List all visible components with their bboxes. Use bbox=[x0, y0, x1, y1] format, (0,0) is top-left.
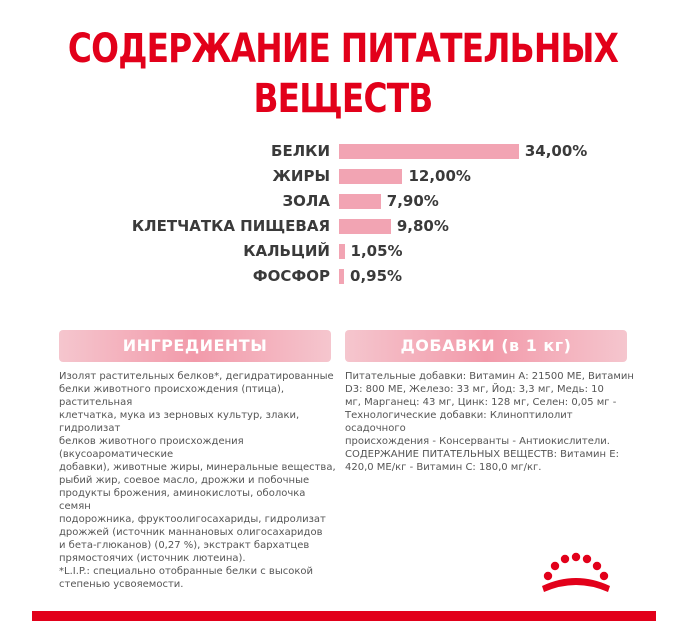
footer-divider bbox=[32, 611, 656, 621]
page-title bbox=[62, 24, 625, 124]
additives-line: мг, Марганец: 43 мг, Цинк: 128 мг, Селен: 0,05 мг - bbox=[345, 397, 617, 408]
additives-line: Питательные добавки: Витамин А: 21500 МЕ, Витамин bbox=[345, 371, 634, 382]
nutrient-row bbox=[0, 165, 686, 187]
nutrient-label: ФОСФОР bbox=[252, 267, 330, 285]
additives-line: 420,0 МЕ/кг - Витамин С: 180,0 мг/кг. bbox=[345, 462, 542, 473]
nutrient-value: 7,90% bbox=[386, 192, 439, 210]
additives-text bbox=[345, 370, 635, 474]
ingredients-line: дрожжей (источник маннановых олигосахаридов bbox=[59, 527, 323, 538]
additives-line: Технологические добавки: Клиноптилолит осадочного bbox=[345, 410, 573, 434]
nutrient-bar bbox=[339, 194, 381, 209]
title-line-2: ВЕЩЕСТВ bbox=[253, 76, 433, 122]
ingredients-line: прямостоячих (источник лютеина). bbox=[59, 553, 246, 564]
nutrient-label: КЛЕТЧАТКА ПИЩЕВАЯ bbox=[131, 217, 330, 235]
nutrient-row bbox=[0, 140, 686, 162]
nutrient-bar bbox=[339, 244, 345, 259]
ingredients-line: продукты брожения, аминокислоты, оболочка семян bbox=[59, 488, 306, 512]
nutrient-row bbox=[0, 215, 686, 237]
ingredients-line: белки животного происхождения (птица), растительная bbox=[59, 384, 285, 408]
nutrient-value: 12,00% bbox=[408, 167, 471, 185]
ingredients-line: добавки), животные жиры, минеральные вещества, bbox=[59, 462, 336, 473]
nutrient-label: ЖИРЫ bbox=[272, 167, 330, 185]
nutrient-label: БЕЛКИ bbox=[271, 142, 330, 160]
royal-crown-icon bbox=[536, 548, 616, 596]
nutrient-value: 0,95% bbox=[350, 267, 403, 285]
nutrient-bar bbox=[339, 219, 391, 234]
ingredients-line: Изолят растительных белков*, дегидратированные bbox=[59, 371, 334, 382]
nutrient-row bbox=[0, 265, 686, 287]
ingredients-line: рыбий жир, соевое масло, дрожжи и побочные bbox=[59, 475, 310, 486]
nutrient-value: 1,05% bbox=[350, 242, 403, 260]
additives-header: ДОБАВКИ (в 1 кг) bbox=[345, 330, 627, 362]
nutrient-label: ЗОЛА bbox=[282, 192, 330, 210]
ingredients-line: степенью усвояемости. bbox=[59, 579, 184, 590]
title-line-1: СОДЕРЖАНИЕ ПИТАТЕЛЬНЫХ bbox=[67, 26, 619, 72]
nutrient-label: КАЛЬЦИЙ bbox=[243, 242, 330, 260]
nutrient-bar bbox=[339, 144, 519, 159]
nutrient-bar bbox=[339, 269, 344, 284]
ingredients-line: *L.I.P.: специально отобранные белки с высокой bbox=[59, 566, 313, 577]
ingredients-header: ИНГРЕДИЕНТЫ bbox=[59, 330, 331, 362]
nutrient-value: 9,80% bbox=[396, 217, 449, 235]
nutrient-row bbox=[0, 240, 686, 262]
additives-line: происхождения - Консерванты - Антиокислители. bbox=[345, 436, 610, 447]
additives-line: D3: 800 МЕ, Железо: 33 мг, Йод: 3,3 мг, Медь: 10 bbox=[345, 384, 604, 395]
ingredients-line: и бета-глюканов) (0,27 %), экстракт бархатцев bbox=[59, 540, 310, 551]
ingredients-text bbox=[59, 370, 339, 591]
ingredients-line: белков животного происхождения (вкусоароматические bbox=[59, 436, 244, 460]
nutrient-row bbox=[0, 190, 686, 212]
nutrient-bar bbox=[339, 169, 402, 184]
additives-line: СОДЕРЖАНИЕ ПИТАТЕЛЬНЫХ ВЕЩЕСТВ: Витамин Е: bbox=[345, 449, 619, 460]
ingredients-line: клетчатка, мука из зерновых культур, злаки, гидролизат bbox=[59, 410, 300, 434]
nutrient-value: 34,00% bbox=[524, 142, 588, 160]
ingredients-line: подорожника, фруктоолигосахариды, гидролизат bbox=[59, 514, 326, 525]
